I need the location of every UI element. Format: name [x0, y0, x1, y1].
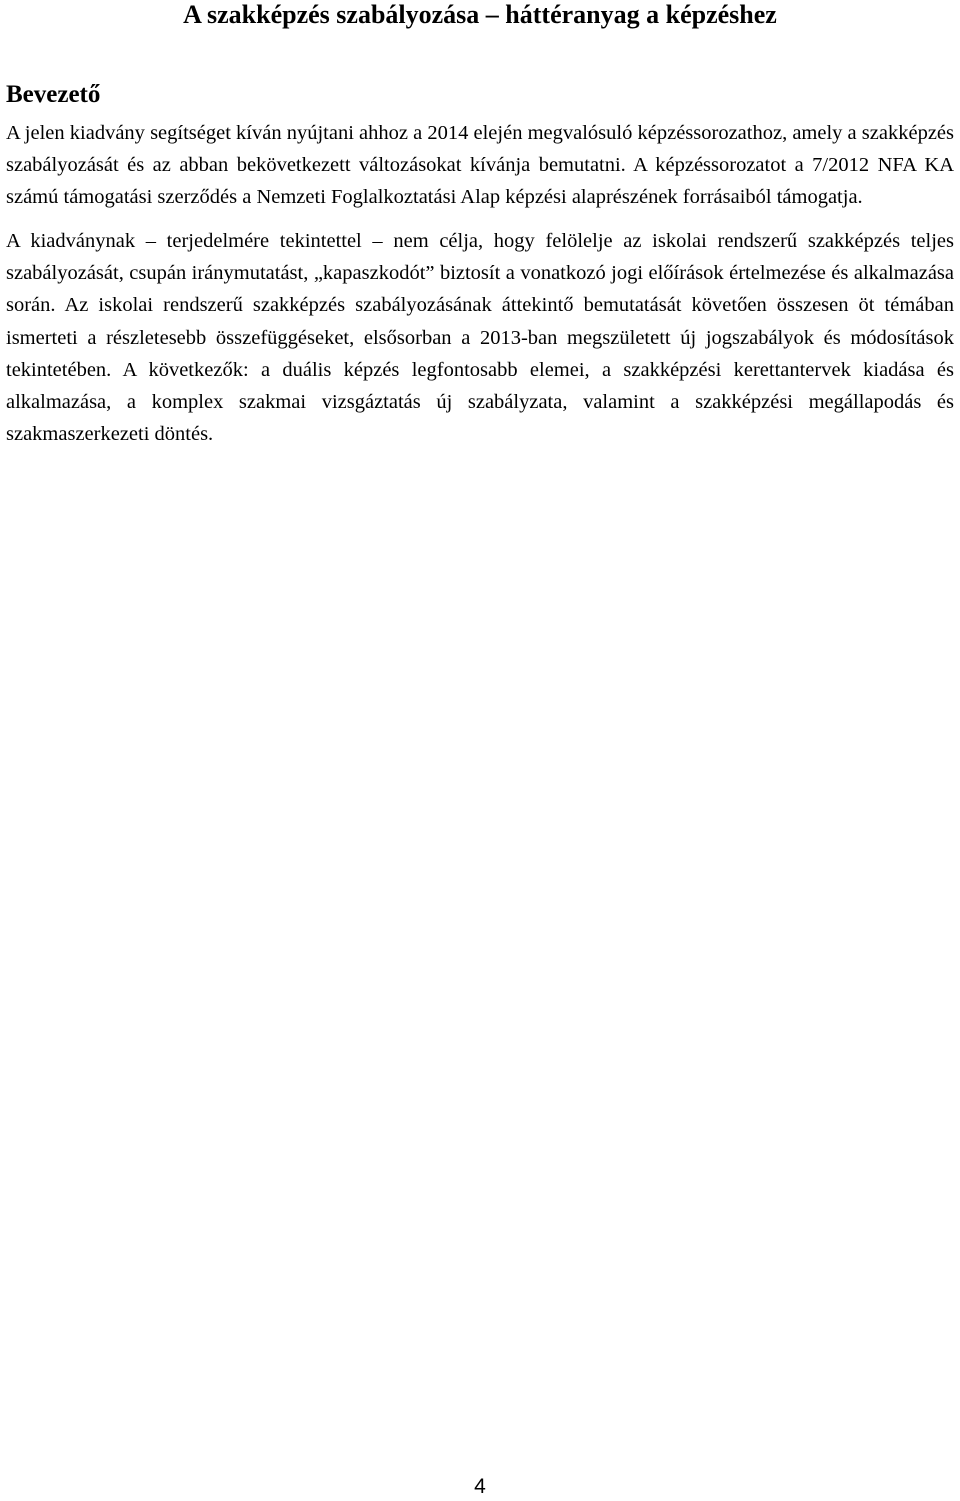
section-heading-intro: Bevezető — [6, 81, 101, 108]
intro-paragraph-1: A jelen kiadvány segítséget kíván nyújtani ahhoz a 2014 elején megvalósuló képzéssorozathoz, amely a szakképzés szabályozását és az abban bekövetkezett változásokat kívánja bemutatni. A képzéssorozatot a 7/2012 NFA KA számú támogatási szerződés a Nemzeti Foglalkoztatási Alap képzési alaprészének forrásaiból támogatja. — [6, 122, 954, 209]
document-title: A szakképzés szabályozása – háttéranyag a képzéshez — [183, 0, 777, 29]
page-number: 4 — [474, 1475, 486, 1498]
intro-paragraph-2: A kiadványnak – terjedelmére tekintettel – nem célja, hogy felölelje az iskolai rendszerű szakképzés teljes szabályozását, csupán iránymutatást, „kapaszkodót” biztosít a vonatkozó jogi előírások értelmezése és alkalmazása során. Az iskolai rendszerű szakképzés szabályozásának áttekintő bemutatását követően összesen öt témában ismerteti a részletesebb összefüggéseket, elsősorban a 2013-ban megszületett új jogszabályok és módosítások tekintetében. A következők: a duális képzés legfontosabb elemei, a szakképzési kerettantervek kiadása és alkalmazása, a komplex szakmai vizsgáztatás új szabályzata, valamint a szakképzési megállapodás és szakmaszerkezeti döntés. — [6, 230, 954, 446]
